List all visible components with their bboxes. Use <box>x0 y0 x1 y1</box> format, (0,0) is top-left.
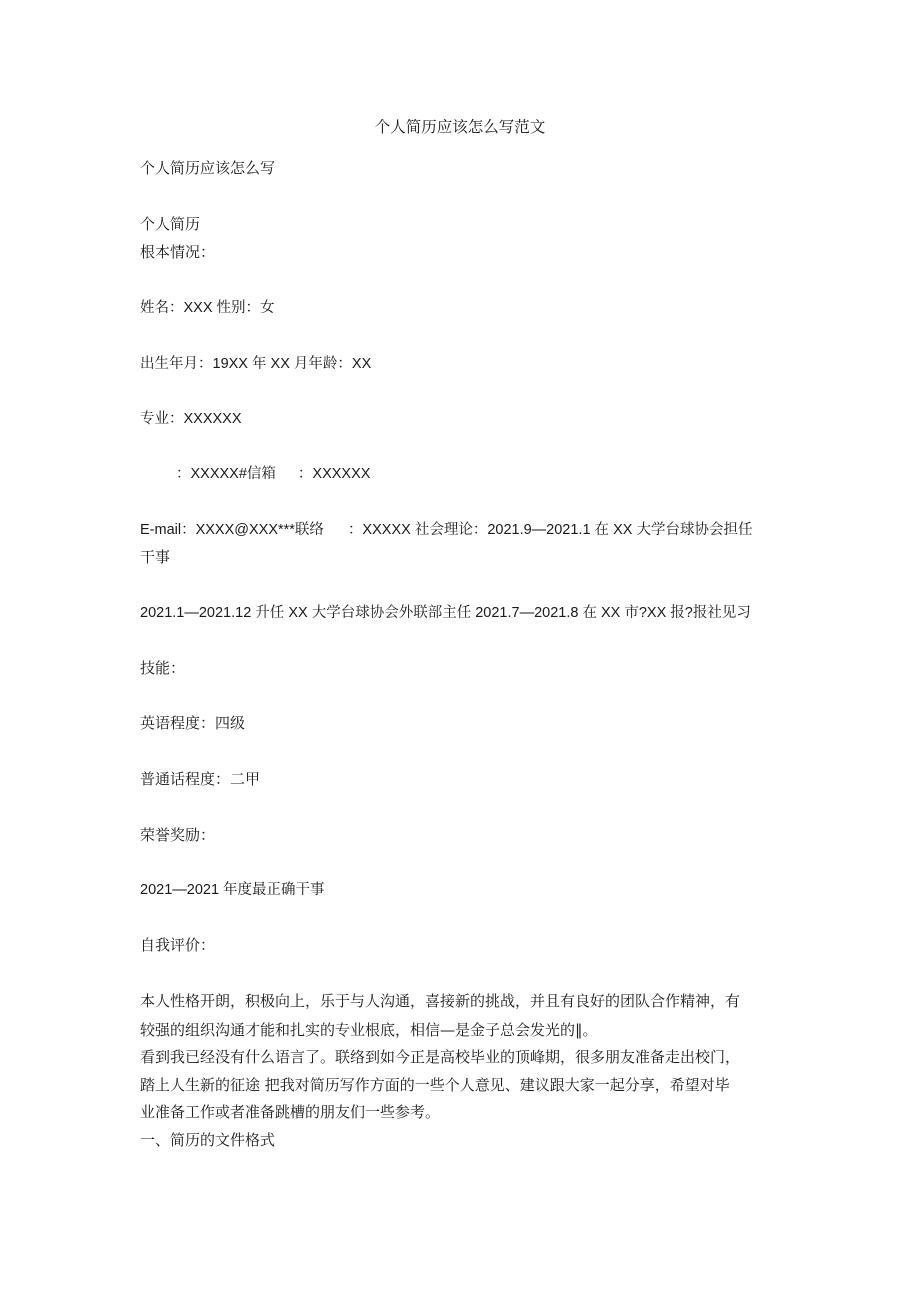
document-title: 个人简历应该怎么写范文 <box>374 118 546 136</box>
major-line: 专业：XXXXXX <box>140 411 242 427</box>
phone-email-part2: ：XXXXXX <box>297 466 371 482</box>
intro-paragraph-line-1: 看到我已经没有什么语言了。联络到如今正是高校毕业的顶峰期，很多朋友准备走出校门， <box>140 1048 741 1066</box>
birth-age-line: 出生年月：19XX 年 XX 月年龄：XX <box>140 356 372 372</box>
section-resume-heading: 个人简历 <box>140 215 201 233</box>
intro-paragraph-line-2: 踏上人生新的征途 把我对简历写作方面的一些个人意见、建议跟大家一起分享，希望对毕 <box>140 1076 730 1094</box>
basic-info-heading: 根本情况： <box>140 243 216 261</box>
self-eval-heading: 自我评价： <box>140 936 216 954</box>
phone-email-part1: ：XXXXX#信箱 <box>176 466 276 482</box>
awards-heading: 荣誉奖励： <box>140 826 216 844</box>
document-subtitle: 个人简历应该怎么写 <box>140 159 276 177</box>
email-contact-part-a: E-mail：XXXX@XXX***联络 <box>140 522 324 538</box>
self-eval-paragraph-line-2: 较强的组织沟通才能和扎实的专业根底，相信—是金子总会发光的‖。 <box>140 1021 598 1039</box>
mandarin-level-line: 普通话程度：二甲 <box>140 770 261 788</box>
self-eval-paragraph-line-1: 本人性格开朗，积极向上，乐于与人沟通，喜接新的挑战，并且有良好的团队合作精神，有 <box>140 992 741 1010</box>
email-contact-part-b: ：XXXXX 社会理论：2021.9—2021.1 在 XX 大学台球协会担任 <box>347 522 753 538</box>
email-contact-line <box>140 519 752 541</box>
email-contact-continuation: 干事 <box>140 548 171 566</box>
skills-heading: 技能： <box>140 659 186 677</box>
award-line: 2021—2021 年度最正确干事 <box>140 882 325 898</box>
section-one-heading: 一、简历的文件格式 <box>140 1131 276 1149</box>
phone-email-line <box>176 463 370 485</box>
english-level-line: 英语程度：四级 <box>140 714 246 732</box>
experience-line: 2021.1—2021.12 升任 XX 大学台球协会外联部主任 2021.7—2021.8 在 XX 市?XX 报?报社见习 <box>140 605 751 621</box>
intro-paragraph-line-3: 业准备工作或者准备跳槽的朋友们一些参考。 <box>140 1103 441 1121</box>
name-gender-line: 姓名：XXX 性别：女 <box>140 300 275 316</box>
